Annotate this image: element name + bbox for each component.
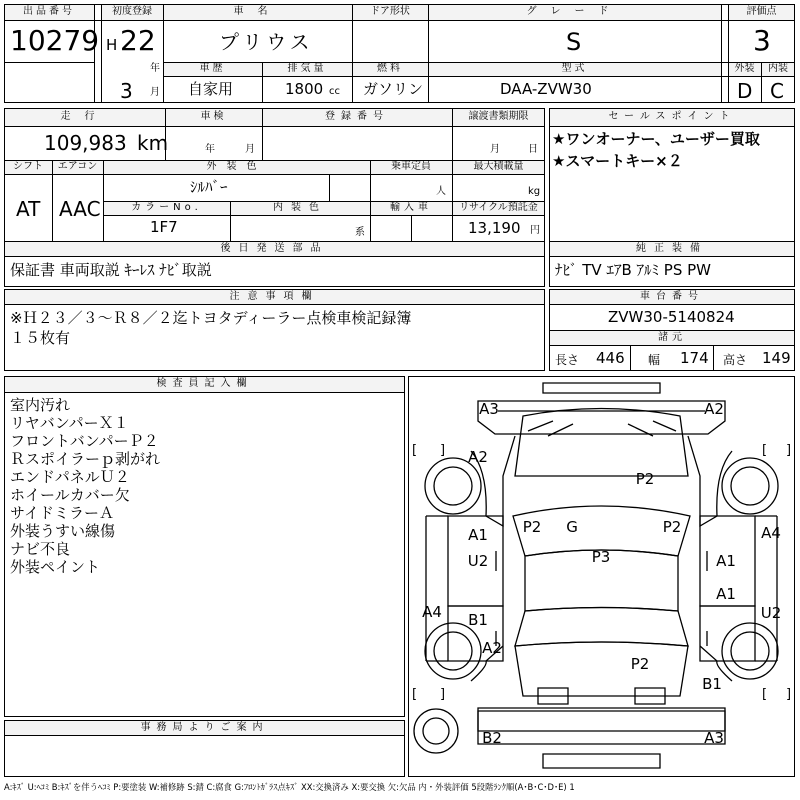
- mark-P2-hood: P2: [635, 470, 655, 488]
- color-label: 外装色: [206, 161, 267, 172]
- car-name-label: 車名: [233, 6, 282, 17]
- model-label: 型式: [561, 63, 588, 74]
- inspector-line: サイドミラーＡ: [10, 504, 114, 522]
- legend: A:ｷｽﾞ U:ﾍｺﾐ B:ｷｽﾞを伴うﾍｺﾐ P:要塗装 W:補修跡 S:錆 C:腐食 G:ﾌﾛﾝﾄｶﾞﾗｽ点ｷｽﾞ XX:交換済み X:要交換 欠:欠品 内・外装評価 5段階ﾗﾝｸ順(A･B･C･D･E) 1: [4, 782, 575, 792]
- mark-P2-left-pillar: P2: [522, 518, 542, 536]
- mark-P3-roof: P3: [591, 548, 611, 566]
- history-label: 車歴: [199, 63, 226, 74]
- mark-A2-left-rear-fender: A2: [482, 639, 502, 657]
- mark-A1-right-front-door: A1: [716, 552, 736, 570]
- equipment-label: 純正装備: [636, 243, 708, 254]
- mileage-label: 走行: [60, 111, 109, 122]
- car-diagram: [408, 376, 795, 777]
- displacement-unit: cc: [329, 86, 340, 97]
- inspector-notes: [10, 396, 160, 576]
- mark-A3-front: A3: [479, 400, 499, 418]
- transfer-month-unit: 月: [490, 144, 500, 155]
- later-parts-value: 保証書 車両取説 ｷｰﾚｽ ﾅﾋﾞ取説: [10, 261, 212, 279]
- notes-line: １５枚有: [10, 329, 71, 347]
- reg-year: 22: [120, 24, 156, 57]
- front-bumper: [543, 383, 660, 393]
- inspector-line: フロントバンパーＰ２: [10, 432, 159, 450]
- grade-label: グレード: [526, 6, 623, 17]
- bracket-close: ]: [440, 443, 446, 458]
- inspector-line: リヤバンパーＸ１: [10, 414, 129, 432]
- lot-label: 出品番号: [23, 6, 75, 17]
- colorno-value: 1F7: [150, 218, 178, 236]
- capacity-unit: 人: [436, 186, 446, 197]
- specs-label: 諸元: [658, 332, 686, 343]
- notes-label: 注意事項欄: [229, 291, 320, 302]
- mark-U2-right-rear: U2: [760, 604, 782, 622]
- mark-A4-left-rear: A4: [422, 603, 442, 621]
- length-label: 長さ: [555, 353, 580, 367]
- inspector-line: ホイールカバー欠: [10, 486, 130, 504]
- interior-color-label: 内装色: [273, 202, 327, 213]
- first-reg-label: 初度登録: [112, 6, 152, 17]
- mark-U2-left-front-door: U2: [467, 552, 489, 570]
- lot-number: 10279: [10, 24, 100, 57]
- fuel-value: ガソリン: [363, 80, 424, 98]
- inspector-line: エンドパネルＵ２: [10, 468, 130, 486]
- exterior-score: D: [737, 79, 753, 103]
- car-name: プリウス: [219, 30, 314, 54]
- color-value: ｼﾙﾊﾞｰ: [190, 178, 228, 196]
- inspection-year-unit: 年: [205, 144, 215, 155]
- model-value: DAA-ZVW30: [500, 80, 592, 98]
- mark-A2-front: A2: [704, 400, 724, 418]
- mark-P2-trunk: P2: [630, 655, 650, 673]
- bracket-open: [: [762, 443, 768, 458]
- sales-points-label: セールスポイント: [608, 111, 736, 122]
- capacity-label: 乗車定員: [391, 161, 431, 172]
- inspector-label: 検査員記入欄: [156, 378, 253, 389]
- mark-B1-left-rear-door: B1: [468, 611, 488, 629]
- sales-point-line: ★スマートキー×２: [552, 152, 683, 170]
- mark-A1-left-front-door: A1: [468, 526, 488, 544]
- interior-label: 内装: [768, 63, 788, 74]
- regno-label: 登録番号: [325, 111, 389, 122]
- mark-A2-left-fender: A2: [468, 448, 488, 466]
- height-label: 高さ: [723, 353, 748, 367]
- month-unit: 月: [150, 87, 160, 98]
- rear-window: [515, 608, 688, 647]
- mark-A4-right-front: A4: [761, 524, 781, 542]
- length-value: 446: [596, 349, 625, 367]
- equipment-value: ﾅﾋﾞ TV ｴｱB ｱﾙﾐ PS PW: [555, 261, 711, 279]
- score-label: 評価点: [746, 6, 777, 17]
- aircon-value: AAC: [59, 197, 101, 221]
- height-value: 149: [762, 349, 791, 367]
- width-value: 174: [680, 349, 709, 367]
- transfer-day-unit: 日: [528, 144, 538, 155]
- mark-P2-right-pillar: P2: [662, 518, 682, 536]
- hood: [515, 409, 688, 477]
- fuel-label: 燃料: [377, 63, 403, 74]
- displacement-label: 排気量: [287, 63, 327, 74]
- inspection-month-unit: 月: [245, 144, 255, 155]
- reg-month: 3: [120, 79, 133, 103]
- interior-score: C: [770, 79, 784, 103]
- later-parts-label: 後日発送部品: [220, 243, 329, 254]
- bracket-close: ]: [786, 443, 792, 458]
- history-value: 自家用: [188, 80, 234, 98]
- width-label: 幅: [648, 353, 661, 367]
- displacement-value: 1800: [285, 80, 324, 98]
- shift-value: AT: [16, 197, 41, 221]
- notes-line: ※Ｈ２３／３～Ｒ８／２迄トヨタディーラー点検車検記録簿: [10, 309, 412, 327]
- mileage-value: 109,983: [44, 131, 127, 155]
- mark-A3-rear-bumper: A3: [704, 729, 724, 747]
- inspector-line: 外装うすい線傷: [10, 522, 116, 540]
- mark-B1-right-rear: B1: [702, 675, 722, 693]
- import-label: 輸入車: [390, 202, 432, 213]
- recycle-value: 13,190: [468, 219, 521, 237]
- bracket-open: [: [412, 443, 418, 458]
- mark-A1-right-rear-door: A1: [716, 585, 736, 603]
- exterior-label: 外装: [734, 63, 755, 74]
- bracket-open: [: [412, 687, 418, 702]
- bracket-close: ]: [786, 687, 792, 702]
- bracket-close: ]: [440, 687, 446, 702]
- inspection-label: 車検: [200, 111, 227, 122]
- grade-value: S: [566, 28, 582, 56]
- chassis-number: ZVW30-5140824: [608, 308, 735, 326]
- inspector-line: 室内汚れ: [10, 396, 71, 414]
- score-value: 3: [753, 24, 771, 57]
- inspector-line: Ｒスポイラーｐ剥がれ: [10, 450, 161, 468]
- recycle-label: リサイクル預託金: [459, 202, 538, 213]
- office-label: 事務局よりご案内: [140, 722, 269, 733]
- transfer-label: 譲渡書類期限: [468, 111, 529, 122]
- inspector-line: 外装ペイント: [10, 558, 101, 576]
- era: H: [106, 36, 118, 54]
- mark-G-windshield: G: [566, 518, 578, 536]
- aircon-label: エアコン: [57, 161, 98, 172]
- load-label: 最大積載量: [473, 161, 524, 172]
- shift-label: シフト: [13, 161, 43, 172]
- interior-color-unit: 系: [355, 227, 365, 238]
- recycle-unit: 円: [530, 225, 540, 236]
- chassis-label: 車台番号: [640, 291, 704, 302]
- year-unit: 年: [150, 63, 160, 74]
- spare-tire: [414, 709, 458, 753]
- inspector-line: ナビ不良: [10, 540, 71, 558]
- bracket-open: [: [762, 687, 768, 702]
- load-unit: kg: [528, 186, 541, 197]
- door-label: ドア形状: [370, 6, 410, 17]
- mark-B2-rear-bumper: B2: [482, 729, 502, 747]
- sales-point-line: ★ワンオーナー、ユーザー買取: [552, 130, 760, 148]
- mileage-unit: km: [137, 131, 169, 155]
- rear-bumper: [478, 708, 725, 744]
- colorno-label: カラーNo.: [131, 202, 202, 213]
